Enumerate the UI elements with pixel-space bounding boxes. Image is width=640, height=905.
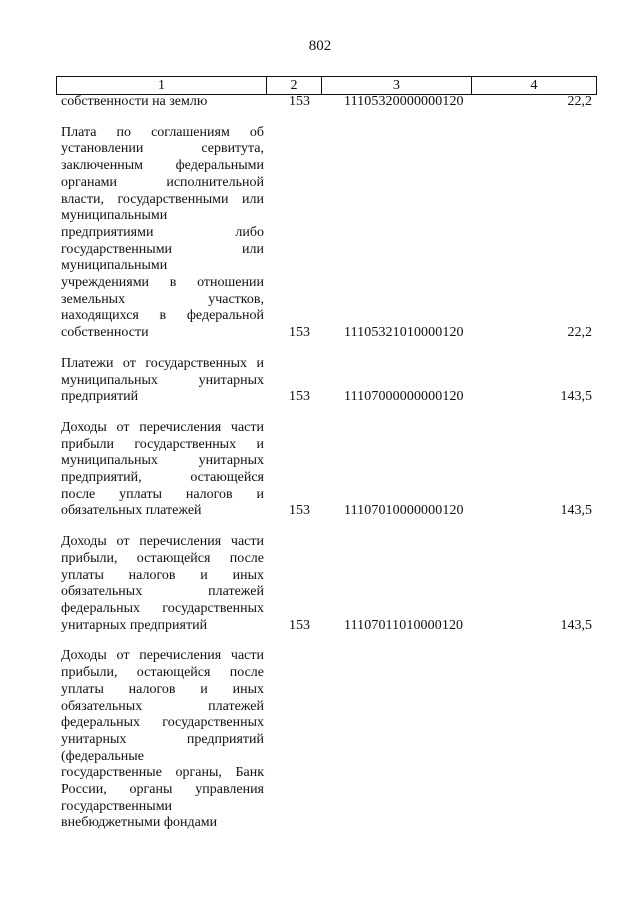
header-col-3: 3 — [322, 77, 472, 95]
row-name-line: государственными или — [61, 241, 264, 257]
table-row — [0, 648, 640, 832]
table-row — [0, 356, 640, 406]
row-admin-code: 153 — [289, 325, 310, 341]
row-budget-code: 11105320000000120 — [344, 94, 464, 109]
row-budget-code: 11107011010000120 — [344, 617, 464, 633]
row-name-line: заключенным федеральными — [61, 158, 264, 174]
row-name-line: установлении сервитута, — [61, 141, 264, 157]
row-name-line: после уплаты налогов и — [61, 486, 264, 502]
row-admin-code: 153 — [289, 503, 310, 519]
row-admin-code: 153 — [289, 94, 310, 109]
row-name — [61, 534, 264, 634]
row-name — [61, 125, 264, 342]
row-name-line: (федеральные — [61, 748, 144, 764]
header-col-2: 2 — [267, 77, 322, 95]
row-name-line: власти, государственными или — [61, 191, 264, 207]
row-name-line: России, органы управления — [61, 782, 264, 798]
row-sum: 143,5 — [560, 503, 592, 519]
row-name — [61, 356, 264, 406]
row-name-line: обязательных платежей — [61, 503, 202, 519]
row-name-line: прибыли, остающейся после — [61, 665, 264, 681]
table-row — [0, 420, 640, 520]
row-name-line: уплаты налогов и иных — [61, 681, 264, 697]
row-name-line: муниципальных унитарных — [61, 372, 264, 388]
row-name-line: муниципальными — [61, 258, 168, 274]
row-name-line: Платежи от государственных и — [61, 355, 264, 371]
row-name-line: унитарных предприятий — [61, 731, 264, 747]
row-name-line: Доходы от перечисления части — [61, 534, 264, 550]
row-name-line: муниципальными — [61, 208, 168, 224]
row-name-line: собственности — [61, 325, 149, 341]
row-name-line: государственными — [61, 798, 173, 814]
row-budget-code: 11107010000000120 — [344, 503, 464, 519]
table-row — [0, 94, 640, 111]
row-name-line: предприятий — [61, 389, 139, 405]
row-name — [61, 420, 264, 520]
row-name-line: учреждениями в отношении — [61, 275, 264, 291]
row-name-line: предприятиями либо — [61, 224, 264, 240]
table-row — [0, 534, 640, 634]
row-name-line: унитарных предприятий — [61, 617, 208, 633]
row-name-line: земельных участков, — [61, 291, 264, 307]
row-name-line: федеральных государственных — [61, 715, 264, 731]
row-admin-code: 153 — [289, 617, 310, 633]
row-name-line: уплаты налогов и иных — [61, 567, 264, 583]
row-name-line: собственности на землю — [61, 94, 208, 109]
header-col-1: 1 — [57, 77, 267, 95]
row-name-line: органами исполнительной — [61, 174, 264, 190]
row-budget-code: 11105321010000120 — [344, 325, 464, 341]
row-name-line: находящихся в федеральной — [61, 308, 264, 324]
row-name — [61, 648, 264, 832]
table-header — [56, 76, 597, 95]
row-name-line: муниципальных унитарных — [61, 453, 264, 469]
row-name-line: прибыли, остающейся после — [61, 550, 264, 566]
row-name-line: федеральных государственных — [61, 600, 264, 616]
page-number: 802 — [308, 38, 332, 54]
header-row — [57, 77, 597, 95]
row-name-line: прибыли государственных и — [61, 436, 264, 452]
row-name-line: государственные органы, Банк — [61, 765, 264, 781]
row-sum: 143,5 — [560, 617, 592, 633]
row-budget-code: 11107000000000120 — [344, 389, 464, 405]
header-col-4: 4 — [472, 77, 597, 95]
row-sum: 143,5 — [560, 389, 592, 405]
row-name-line: предприятий, остающейся — [61, 470, 264, 486]
row-name-line: обязательных платежей — [61, 584, 264, 600]
row-name — [61, 94, 264, 111]
table-row — [0, 125, 640, 342]
row-name-line: внебюджетными фондами — [61, 815, 218, 831]
row-name-line: обязательных платежей — [61, 698, 264, 714]
row-name-line: Плата по соглашениям об — [61, 124, 264, 140]
table-body — [0, 94, 640, 846]
row-name-line: Доходы от перечисления части — [61, 648, 264, 664]
row-sum: 22,2 — [567, 94, 592, 109]
row-sum: 22,2 — [567, 325, 592, 341]
row-admin-code: 153 — [289, 389, 310, 405]
row-name-line: Доходы от перечисления части — [61, 419, 264, 435]
